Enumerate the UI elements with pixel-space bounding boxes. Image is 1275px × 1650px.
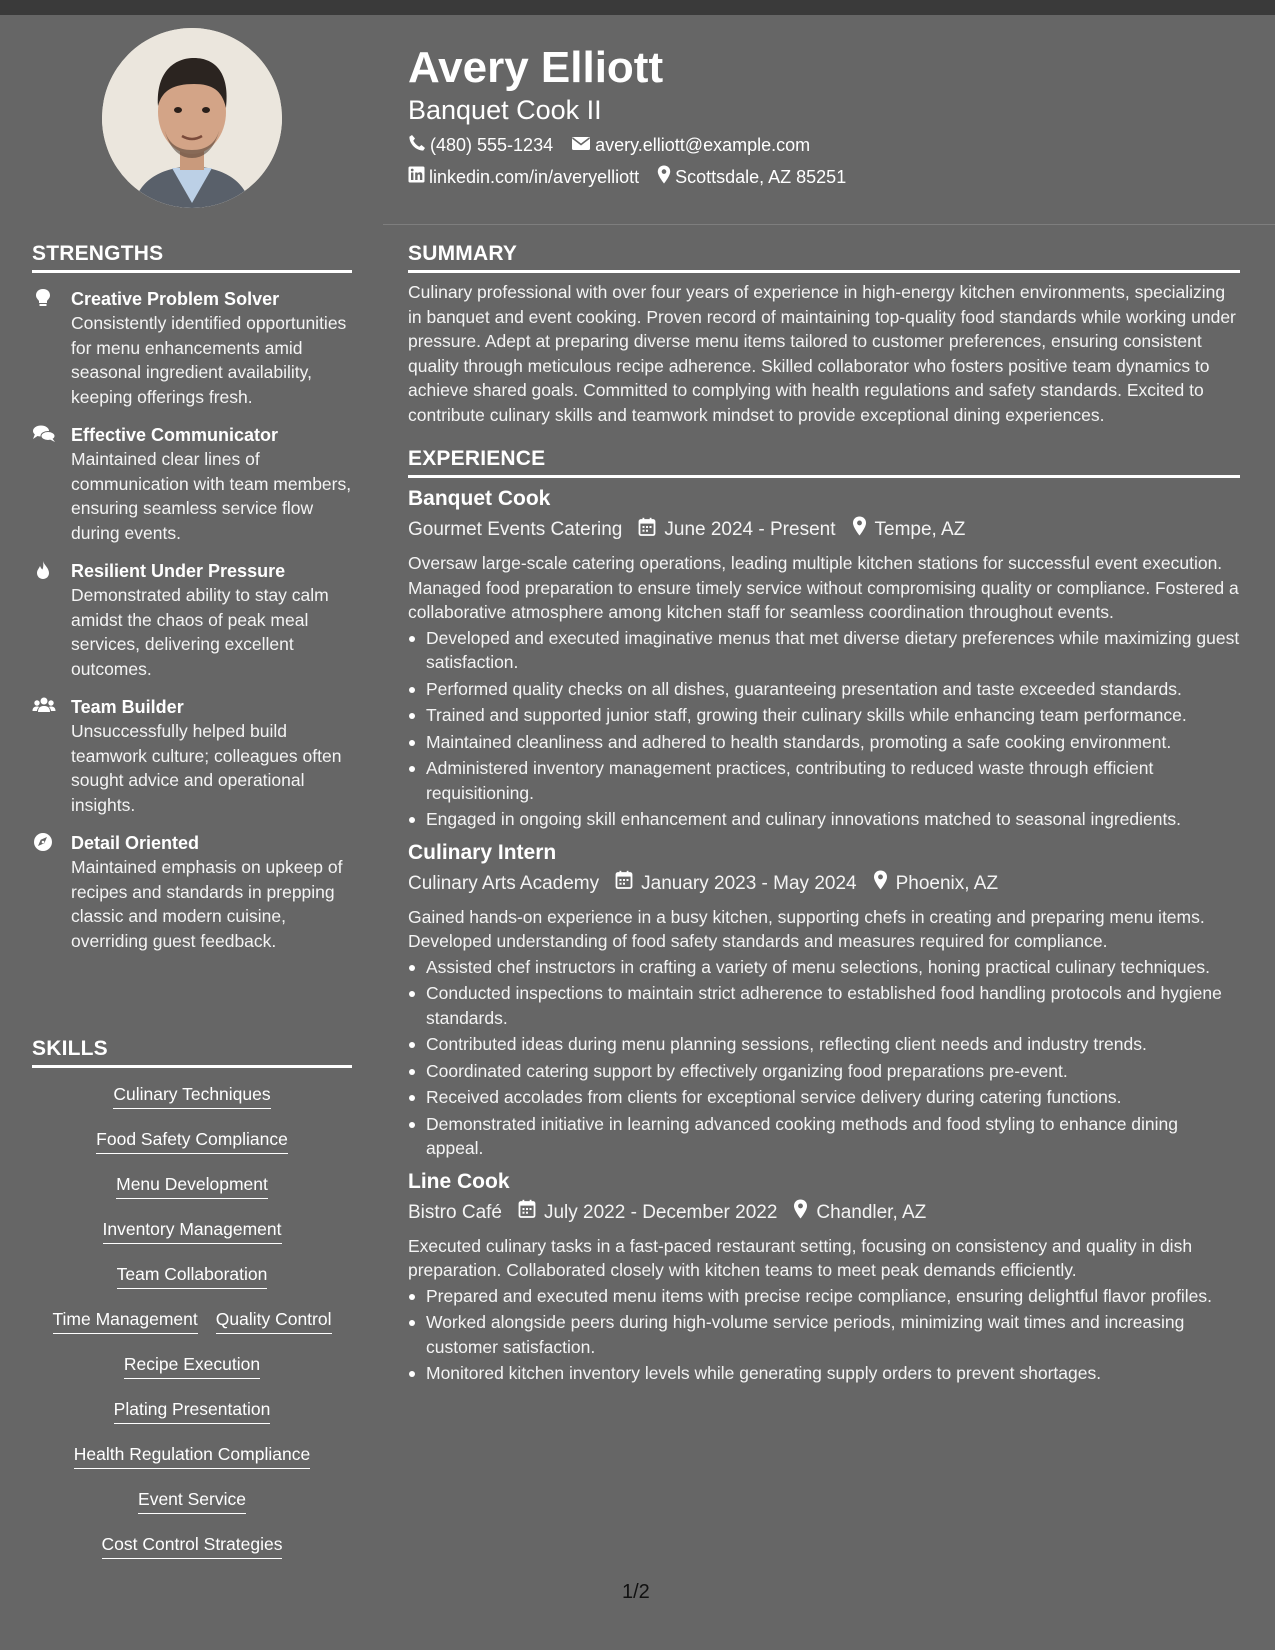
- email-link[interactable]: avery.elliott@example.com: [595, 135, 811, 155]
- summary-heading: SUMMARY: [408, 242, 1240, 273]
- job-description: Executed culinary tasks in a fast-paced restaurant setting, focusing on consistency and quality in dish preparation. Collaborated closely with kitchen teams to meet peak demands efficiently.: [408, 1235, 1193, 1280]
- bullet-item: Received accolades from clients for exceptional service delivery during catering functions.: [408, 1085, 1240, 1110]
- skills-heading: SKILLS: [32, 1037, 352, 1068]
- job-location-wrap: [873, 870, 998, 898]
- phone-contact: [408, 134, 553, 157]
- job-bullets: [408, 626, 1240, 832]
- avatar: [102, 28, 282, 208]
- resume-page: [0, 15, 1275, 1650]
- skill-tag: Inventory Management: [103, 1218, 282, 1244]
- bullet-item: Conducted inspections to maintain strict adherence to established food handling protocols and hygiene standards.: [408, 981, 1240, 1030]
- strength-description: Maintained emphasis on upkeep of recipes and standards in prepping classic and modern cuisine, overriding guest feedback.: [71, 857, 343, 951]
- job-role: Banquet Cook: [408, 487, 551, 510]
- users-icon: [32, 696, 56, 716]
- phone-icon: [408, 134, 430, 157]
- strength-title: Creative Problem Solver: [71, 289, 280, 309]
- skills-list: [32, 1080, 352, 1575]
- strength-item: [32, 559, 352, 681]
- skill-tag: Culinary Techniques: [113, 1083, 270, 1109]
- job-dates: January 2023 - May 2024: [641, 872, 857, 894]
- strength-title: Resilient Under Pressure: [71, 561, 286, 581]
- job-description: Gained hands-on experience in a busy kitchen, supporting chefs in creating and preparing menu items. Developed understanding of food safety standards and measures required for compliance.: [408, 906, 1205, 951]
- job-dates-wrap: [638, 517, 835, 544]
- bullet-item: Coordinated catering support by effectively organizing food preparations pre-event.: [408, 1059, 1240, 1084]
- email-contact: [571, 135, 810, 156]
- bullet-item: Administered inventory management practices, contributing to reduced waste through efficient requisitioning.: [408, 756, 1240, 805]
- bullet-item: Demonstrated initiative in learning advanced cooking methods and food styling to enhance dining appeal.: [408, 1112, 1240, 1161]
- contact-row: [408, 165, 864, 189]
- map-pin-icon: [852, 516, 875, 544]
- compass-icon: [32, 832, 56, 852]
- strength-item: [32, 695, 352, 817]
- skill-tag: Recipe Execution: [124, 1353, 260, 1379]
- person-title: Banquet Cook II: [408, 95, 602, 125]
- job-role: Line Cook: [408, 1169, 510, 1193]
- experience-heading: EXPERIENCE: [408, 447, 1240, 478]
- job-location: Chandler, AZ: [816, 1201, 927, 1223]
- chat-bubbles-icon: [32, 424, 56, 444]
- bullet-item: Prepared and executed menu items with precise recipe compliance, ensuring delightful flavor profiles.: [408, 1284, 1240, 1309]
- job-location: Phoenix, AZ: [895, 872, 999, 894]
- summary-text: Culinary professional with over four years of experience in high-energy kitchen environments, specializing in banquet and event cooking. Proven record of maintaining top-quality food standards while working under pressure. Adept at preparing diverse menu items tailored to customer preferences, ensuring consistent quality through meticulous recipe adherence. Skilled collaborator who fosters positive team dynamics to achieve shared goals. Committed to complying with health regulations and safety standards. Excited to contribute culinary skills and teamwork mindset to provide exceptional dining experiences.: [408, 282, 1236, 425]
- location-contact: [657, 165, 846, 189]
- strength-title: Team Builder: [71, 697, 184, 717]
- job-dates: June 2024 - Present: [664, 519, 836, 540]
- job-description: Oversaw large-scale catering operations, leading multiple kitchen stations for successful event execution. Managed food preparation to ensure timely service without compromising quality or compliance. Fostered a collaborative atmosphere among kitchen staff for seamless coordination throughout events.: [408, 553, 1239, 622]
- strengths-heading: STRENGTHS: [32, 242, 352, 273]
- map-pin-icon: [793, 1199, 816, 1227]
- map-pin-icon: [873, 870, 896, 898]
- bullet-item: Engaged in ongoing skill enhancement and culinary innovations matched to seasonal ingredients.: [408, 807, 1240, 832]
- lightbulb-icon: [32, 288, 56, 308]
- calendar-icon: [518, 1199, 544, 1226]
- bullet-item: Developed and executed imaginative menus that met diverse dietary preferences while maximizing guest satisfaction.: [408, 626, 1240, 675]
- strength-description: Demonstrated ability to stay calm amidst the chaos of peak meal services, delivering excellent outcomes.: [71, 585, 329, 679]
- job-location: Tempe, AZ: [874, 519, 966, 540]
- skill-tag: Quality Control: [216, 1308, 332, 1334]
- main-column: [408, 242, 1240, 1388]
- person-name: Avery Elliott: [408, 43, 664, 92]
- map-pin-icon: [657, 165, 675, 189]
- contact-row: [408, 134, 828, 157]
- linkedin-contact: [408, 166, 639, 188]
- job-meta: [408, 870, 1240, 898]
- job-dates-wrap: [615, 870, 856, 897]
- job-location-wrap: [793, 1199, 926, 1227]
- bullet-item: Trained and supported junior staff, growing their culinary skills while enhancing team performance.: [408, 703, 1240, 728]
- job-entry: [408, 840, 1240, 1161]
- calendar-icon: [615, 870, 641, 897]
- profile-photo: [102, 28, 282, 208]
- skill-tag: Menu Development: [116, 1173, 268, 1199]
- linkedin-icon: [408, 166, 429, 188]
- job-company: Culinary Arts Academy: [408, 872, 600, 894]
- skill-tag: Cost Control Strategies: [102, 1533, 283, 1559]
- skills-section: [32, 1037, 352, 1575]
- skill-tag: Event Service: [138, 1488, 246, 1514]
- strength-item: [32, 831, 352, 953]
- job-role: Culinary Intern: [408, 840, 557, 864]
- strength-description: Maintained clear lines of communication with team members, ensuring seamless service flow during events.: [71, 449, 352, 543]
- bullet-item: Monitored kitchen inventory levels while generating supply orders to prevent shortages.: [408, 1361, 1240, 1386]
- job-bullets: [408, 955, 1240, 1161]
- strength-title: Detail Oriented: [71, 833, 200, 853]
- top-bar: [0, 0, 1275, 15]
- job-dates-wrap: [518, 1199, 777, 1226]
- skill-tag: Time Management: [53, 1308, 198, 1334]
- summary-section: [408, 242, 1240, 427]
- job-company: Gourmet Events Catering: [408, 519, 623, 540]
- job-entry: [408, 1169, 1240, 1386]
- strength-item: [32, 423, 352, 545]
- strengths-section: [32, 242, 352, 953]
- bullet-item: Assisted chef instructors in crafting a variety of menu selections, honing practical culinary techniques.: [408, 955, 1240, 980]
- bullet-item: Maintained cleanliness and adhered to health standards, promoting a safe cooking environment.: [408, 730, 1240, 755]
- strength-item: [32, 287, 352, 409]
- bullet-item: Contributed ideas during menu planning sessions, reflecting client needs and industry trends.: [408, 1032, 1240, 1057]
- job-bullets: [408, 1284, 1240, 1386]
- strength-title: Effective Communicator: [71, 425, 279, 445]
- linkedin-link[interactable]: linkedin.com/in/averyelliott: [429, 166, 640, 187]
- bullet-item: Performed quality checks on all dishes, guaranteeing presentation and taste exceeded standards.: [408, 677, 1240, 702]
- skill-tag: Team Collaboration: [117, 1263, 268, 1289]
- job-entry: [408, 486, 1240, 832]
- page-number: 1/2: [622, 1581, 650, 1603]
- envelope-icon: [571, 135, 595, 156]
- header-divider: [383, 224, 1275, 225]
- flame-icon: [32, 560, 56, 580]
- skill-tag: Food Safety Compliance: [96, 1128, 288, 1154]
- job-meta: [408, 516, 1240, 544]
- strength-description: Unsuccessfully helped build teamwork culture; colleagues often sought advice and operational insights.: [71, 721, 342, 815]
- job-dates: July 2022 - December 2022: [543, 1201, 778, 1223]
- bullet-item: Worked alongside peers during high-volume service periods, minimizing wait times and increasing customer satisfaction.: [408, 1310, 1240, 1359]
- calendar-icon: [638, 517, 664, 544]
- location-text: Scottsdale, AZ 85251: [675, 166, 847, 187]
- job-location-wrap: [852, 516, 966, 544]
- job-meta: [408, 1199, 1240, 1227]
- phone-number[interactable]: (480) 555-1234: [430, 135, 554, 155]
- skill-tag: Plating Presentation: [114, 1398, 271, 1424]
- skill-tag: Health Regulation Compliance: [74, 1443, 310, 1469]
- strength-description: Consistently identified opportunities for menu enhancements amid seasonal ingredient availability, keeping offerings fresh.: [71, 313, 347, 407]
- job-company: Bistro Café: [408, 1201, 502, 1223]
